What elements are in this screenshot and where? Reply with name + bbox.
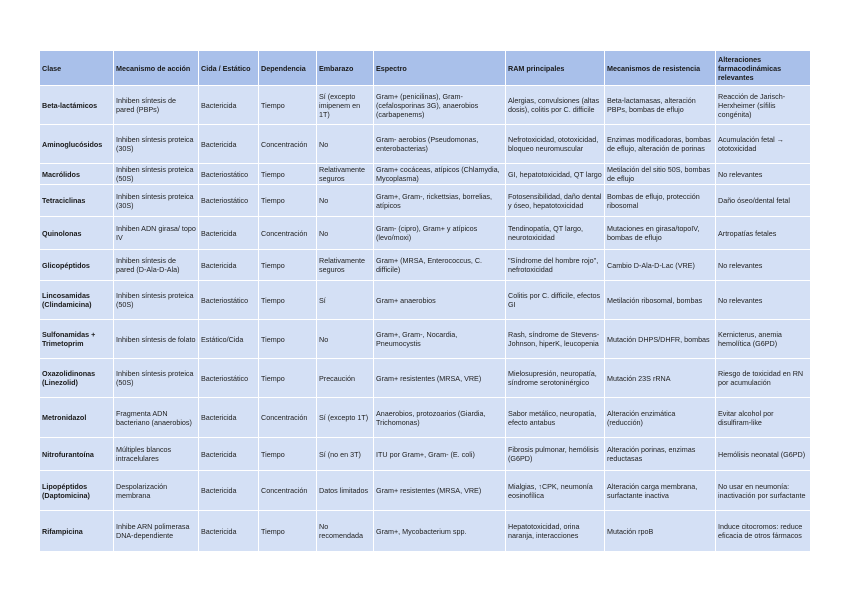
cell-clase: Quinolonas	[40, 217, 114, 250]
cell-mecanismo: Inhiben síntesis de folato	[114, 320, 199, 359]
cell-espectro: Gram+, Mycobacterium spp.	[374, 511, 506, 552]
cell-clase: Nitrofurantoína	[40, 438, 114, 471]
cell-espectro: Gram+, Gram-, Nocardia, Pneumocystis	[374, 320, 506, 359]
cell-resistencia: Beta-lactamasas, alteración PBPs, bombas de eflujo	[605, 86, 716, 125]
cell-alteraciones: Hemólisis neonatal (G6PD)	[716, 438, 811, 471]
cell-dependencia: Tiempo	[259, 86, 317, 125]
cell-resistencia: Alteración carga membrana, surfactante inactiva	[605, 471, 716, 511]
cell-mecanismo: Inhiben síntesis de pared (PBPs)	[114, 86, 199, 125]
cell-dependencia: Tiempo	[259, 320, 317, 359]
cell-espectro: Gram+ (MRSA, Enterococcus, C. difficile)	[374, 250, 506, 281]
cell-ram: Fibrosis pulmonar, hemólisis (G6PD)	[506, 438, 605, 471]
cell-resistencia: Mutación 23S rRNA	[605, 359, 716, 398]
cell-espectro: Gram+ cocáceas, atípicos (Chlamydia, Mycoplasma)	[374, 164, 506, 185]
cell-alteraciones: No relevantes	[716, 281, 811, 320]
cell-dependencia: Concentración	[259, 125, 317, 164]
header-espectro: Espectro	[374, 51, 506, 86]
cell-espectro: Gram+ anaerobios	[374, 281, 506, 320]
cell-cida: Bacteriostático	[199, 185, 259, 217]
cell-mecanismo: Inhiben síntesis proteica (50S)	[114, 359, 199, 398]
cell-cida: Bactericida	[199, 250, 259, 281]
cell-alteraciones: Artropatías fetales	[716, 217, 811, 250]
header-resistencia: Mecanismos de resistencia	[605, 51, 716, 86]
cell-cida: Bactericida	[199, 398, 259, 438]
cell-ram: Mialgias, ↑CPK, neumonía eosinofílica	[506, 471, 605, 511]
cell-resistencia: Alteración porinas, enzimas reductasas	[605, 438, 716, 471]
antibiotics-table-sheet	[39, 50, 810, 552]
cell-dependencia: Concentración	[259, 471, 317, 511]
cell-embarazo: Relativamente seguros	[317, 164, 374, 185]
cell-dependencia: Tiempo	[259, 438, 317, 471]
cell-clase: Metronidazol	[40, 398, 114, 438]
cell-ram: Rash, síndrome de Stevens-Johnson, hiperK, leucopenia	[506, 320, 605, 359]
cell-mecanismo: Inhiben síntesis proteica (30S)	[114, 185, 199, 217]
cell-clase: Macrólidos	[40, 164, 114, 185]
cell-cida: Bacteriostático	[199, 281, 259, 320]
cell-embarazo: No	[317, 320, 374, 359]
table-row	[40, 511, 811, 552]
cell-cida: Bactericida	[199, 438, 259, 471]
cell-ram: Colitis por C. difficile, efectos GI	[506, 281, 605, 320]
cell-dependencia: Tiempo	[259, 281, 317, 320]
table-row	[40, 250, 811, 281]
cell-clase: Glicopéptidos	[40, 250, 114, 281]
cell-ram: Hepatotoxicidad, orina naranja, interacciones	[506, 511, 605, 552]
cell-espectro: Gram+ resistentes (MRSA, VRE)	[374, 471, 506, 511]
cell-clase: Aminoglucósidos	[40, 125, 114, 164]
table-row	[40, 185, 811, 217]
cell-alteraciones: Reacción de Jarisch-Herxheimer (sífilis congénita)	[716, 86, 811, 125]
cell-resistencia: Mutaciones en girasa/topoIV, bombas de eflujo	[605, 217, 716, 250]
cell-clase: Rifampicina	[40, 511, 114, 552]
cell-clase: Tetraciclinas	[40, 185, 114, 217]
cell-cida: Bactericida	[199, 217, 259, 250]
cell-alteraciones: Riesgo de toxicidad en RN por acumulación	[716, 359, 811, 398]
cell-mecanismo: Despolarización membrana	[114, 471, 199, 511]
cell-embarazo: Datos limitados	[317, 471, 374, 511]
cell-embarazo: Sí (excepto imipenem en 1T)	[317, 86, 374, 125]
cell-ram: Mielosupresión, neuropatía, síndrome serotoninérgico	[506, 359, 605, 398]
cell-alteraciones: Daño óseo/dental fetal	[716, 185, 811, 217]
cell-cida: Bacteriostático	[199, 359, 259, 398]
cell-espectro: Gram+, Gram-, rickettsias, borrelias, atípicos	[374, 185, 506, 217]
cell-alteraciones: No usar en neumonía: inactivación por surfactante	[716, 471, 811, 511]
cell-resistencia: Metilación ribosomal, bombas	[605, 281, 716, 320]
cell-ram: Fotosensibilidad, daño dental y óseo, hepatotoxicidad	[506, 185, 605, 217]
antibiotics-table	[39, 50, 811, 552]
cell-espectro: Gram- aerobios (Pseudomonas, enterobacterias)	[374, 125, 506, 164]
cell-espectro: Gram+ (penicilinas), Gram- (cefalosporinas 3G), anaerobios (carbapenems)	[374, 86, 506, 125]
cell-embarazo: Sí	[317, 281, 374, 320]
cell-clase: Oxazolidinonas (Linezolid)	[40, 359, 114, 398]
cell-cida: Bactericida	[199, 471, 259, 511]
cell-resistencia: Alteración enzimática (reducción)	[605, 398, 716, 438]
header-mecanismo: Mecanismo de acción	[114, 51, 199, 86]
cell-dependencia: Tiempo	[259, 511, 317, 552]
table-row	[40, 125, 811, 164]
table-row	[40, 438, 811, 471]
cell-ram: Nefrotoxicidad, ototoxicidad, bloqueo neuromuscular	[506, 125, 605, 164]
table-row	[40, 217, 811, 250]
cell-cida: Bacteriostático	[199, 164, 259, 185]
cell-dependencia: Concentración	[259, 217, 317, 250]
cell-cida: Bactericida	[199, 511, 259, 552]
cell-dependencia: Concentración	[259, 398, 317, 438]
cell-espectro: Gram- (cipro), Gram+ y atípicos (levo/moxi)	[374, 217, 506, 250]
cell-espectro: Gram+ resistentes (MRSA, VRE)	[374, 359, 506, 398]
header-dependencia: Dependencia	[259, 51, 317, 86]
cell-cida: Estático/Cida	[199, 320, 259, 359]
cell-mecanismo: Inhiben síntesis proteica (30S)	[114, 125, 199, 164]
table-row	[40, 86, 811, 125]
table-row	[40, 359, 811, 398]
table-row	[40, 471, 811, 511]
cell-ram: Sabor metálico, neuropatía, efecto antabus	[506, 398, 605, 438]
table-row	[40, 398, 811, 438]
cell-clase: Beta-lactámicos	[40, 86, 114, 125]
cell-mecanismo: Inhiben síntesis de pared (D-Ala-D-Ala)	[114, 250, 199, 281]
cell-embarazo: Precaución	[317, 359, 374, 398]
cell-embarazo: Sí (no en 3T)	[317, 438, 374, 471]
cell-alteraciones: No relevantes	[716, 164, 811, 185]
header-ram: RAM principales	[506, 51, 605, 86]
cell-cida: Bactericida	[199, 86, 259, 125]
cell-alteraciones: No relevantes	[716, 250, 811, 281]
header-embarazo: Embarazo	[317, 51, 374, 86]
cell-cida: Bactericida	[199, 125, 259, 164]
cell-ram: Tendinopatía, QT largo, neurotoxicidad	[506, 217, 605, 250]
cell-mecanismo: Inhiben ADN girasa/ topo IV	[114, 217, 199, 250]
cell-dependencia: Tiempo	[259, 359, 317, 398]
cell-espectro: Anaerobios, protozoarios (Giardia, Trichomonas)	[374, 398, 506, 438]
cell-resistencia: Bombas de eflujo, protección ribosomal	[605, 185, 716, 217]
cell-mecanismo: Inhiben síntesis proteica (50S)	[114, 281, 199, 320]
cell-embarazo: No	[317, 125, 374, 164]
cell-ram: Alergias, convulsiones (altas dosis), colitis por C. difficile	[506, 86, 605, 125]
cell-alteraciones: Acumulación fetal → ototoxicidad	[716, 125, 811, 164]
header-alteraciones: Alteraciones farmacodinámicas relevantes	[716, 51, 811, 86]
cell-embarazo: Relativamente seguros	[317, 250, 374, 281]
cell-mecanismo: Fragmenta ADN bacteriano (anaerobios)	[114, 398, 199, 438]
cell-resistencia: Cambio D-Ala-D-Lac (VRE)	[605, 250, 716, 281]
cell-embarazo: No recomendada	[317, 511, 374, 552]
cell-clase: Sulfonamidas + Trimetoprim	[40, 320, 114, 359]
cell-resistencia: Mutación DHPS/DHFR, bombas	[605, 320, 716, 359]
cell-embarazo: No	[317, 217, 374, 250]
cell-clase: Lincosamidas (Clindamicina)	[40, 281, 114, 320]
cell-resistencia: Metilación del sitio 50S, bombas de eflujo	[605, 164, 716, 185]
cell-alteraciones: Induce citocromos: reduce eficacia de otros fármacos	[716, 511, 811, 552]
cell-mecanismo: Inhibe ARN polimerasa DNA-dependiente	[114, 511, 199, 552]
table-row	[40, 281, 811, 320]
cell-ram: GI, hepatotoxicidad, QT largo	[506, 164, 605, 185]
cell-embarazo: Sí (excepto 1T)	[317, 398, 374, 438]
cell-alteraciones: Kernicterus, anemia hemolítica (G6PD)	[716, 320, 811, 359]
cell-dependencia: Tiempo	[259, 250, 317, 281]
cell-espectro: ITU por Gram+, Gram- (E. coli)	[374, 438, 506, 471]
cell-ram: "Síndrome del hombre rojo", nefrotoxicidad	[506, 250, 605, 281]
header-clase: Clase	[40, 51, 114, 86]
header-cida-estatico: Cida / Estático	[199, 51, 259, 86]
cell-clase: Lipopéptidos (Daptomicina)	[40, 471, 114, 511]
table-row	[40, 164, 811, 185]
cell-mecanismo: Múltiples blancos intracelulares	[114, 438, 199, 471]
header-row	[40, 51, 811, 86]
cell-dependencia: Tiempo	[259, 185, 317, 217]
cell-dependencia: Tiempo	[259, 164, 317, 185]
cell-embarazo: No	[317, 185, 374, 217]
table-row	[40, 320, 811, 359]
cell-alteraciones: Evitar alcohol por disulfiram-like	[716, 398, 811, 438]
cell-mecanismo: Inhiben síntesis proteica (50S)	[114, 164, 199, 185]
cell-resistencia: Enzimas modificadoras, bombas de eflujo, alteración de porinas	[605, 125, 716, 164]
cell-resistencia: Mutación rpoB	[605, 511, 716, 552]
